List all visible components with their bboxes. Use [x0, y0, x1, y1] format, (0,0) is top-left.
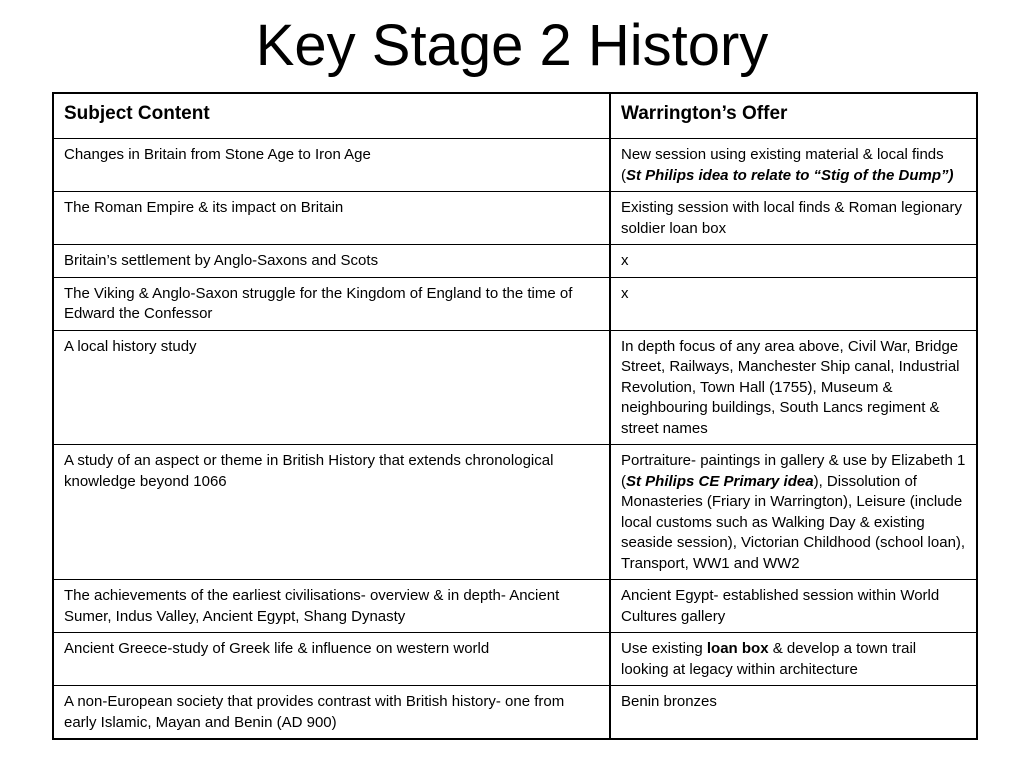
- subject-cell: Britain’s settlement by Anglo-Saxons and Scots: [53, 245, 610, 278]
- subject-cell: Ancient Greece-study of Greek life & influence on western world: [53, 633, 610, 686]
- table-row: [53, 277, 977, 330]
- table-row: [53, 445, 977, 580]
- offer-emphasis: St Philips idea to relate to “Stig of the Dump”): [626, 166, 954, 184]
- header-subject-content: Subject Content: [53, 93, 610, 139]
- offer-text: ), Dissolution of Monasteries (Friary in Warrington), Leisure (include local customs such as Walking Day & existing seaside session), Victorian Childhood (school loan), Transport, WW1 and WW2: [621, 472, 966, 572]
- table-header-row: [53, 93, 977, 139]
- table-row: [53, 139, 977, 192]
- table-row: [53, 686, 977, 740]
- subject-cell: A study of an aspect or theme in British History that extends chronological knowledge beyond 1066: [53, 445, 610, 580]
- offer-cell: Ancient Egypt- established session within World Cultures gallery: [610, 580, 977, 633]
- subject-cell: A local history study: [53, 330, 610, 445]
- subject-cell: Changes in Britain from Stone Age to Iron Age: [53, 139, 610, 192]
- table-row: [53, 245, 977, 278]
- subject-cell: The Roman Empire & its impact on Britain: [53, 192, 610, 245]
- offer-cell: x: [610, 277, 977, 330]
- table-row: [53, 192, 977, 245]
- offer-text: Use existing: [621, 640, 707, 657]
- table-row: [53, 330, 977, 445]
- subject-cell: A non-European society that provides contrast with British history- one from early Islamic, Mayan and Benin (AD 900): [53, 686, 610, 740]
- curriculum-table: [52, 92, 978, 740]
- offer-cell: In depth focus of any area above, Civil War, Bridge Street, Railways, Manchester Ship canal, Industrial Revolution, Town Hall (1755), Museum & neighbouring buildings, South Lancs regiment & street names: [610, 330, 977, 445]
- offer-text: New session using existing material & local finds (: [621, 146, 944, 184]
- offer-emphasis: St Philips CE Primary idea: [626, 472, 814, 490]
- table-row: [53, 633, 977, 686]
- table-row: [53, 580, 977, 633]
- offer-cell: [610, 445, 977, 580]
- offer-emphasis: loan box: [706, 640, 769, 657]
- offer-cell: Existing session with local finds & Roman legionary soldier loan box: [610, 192, 977, 245]
- offer-cell: Benin bronzes: [610, 686, 977, 740]
- header-warringtons-offer: Warrington’s Offer: [610, 93, 977, 139]
- offer-text: Portraiture- paintings in gallery & use by Elizabeth 1 (: [621, 452, 966, 490]
- offer-cell: x: [610, 245, 977, 278]
- offer-text: & develop a town trail looking at legacy within architecture: [621, 640, 917, 678]
- subject-cell: The Viking & Anglo-Saxon struggle for the Kingdom of England to the time of Edward the Confessor: [53, 277, 610, 330]
- offer-cell: [610, 139, 977, 192]
- slide-title: Key Stage 2 History: [255, 13, 769, 78]
- subject-cell: The achievements of the earliest civilisations- overview & in depth- Ancient Sumer, Indus Valley, Ancient Egypt, Shang Dynasty: [53, 580, 610, 633]
- offer-cell: [610, 633, 977, 686]
